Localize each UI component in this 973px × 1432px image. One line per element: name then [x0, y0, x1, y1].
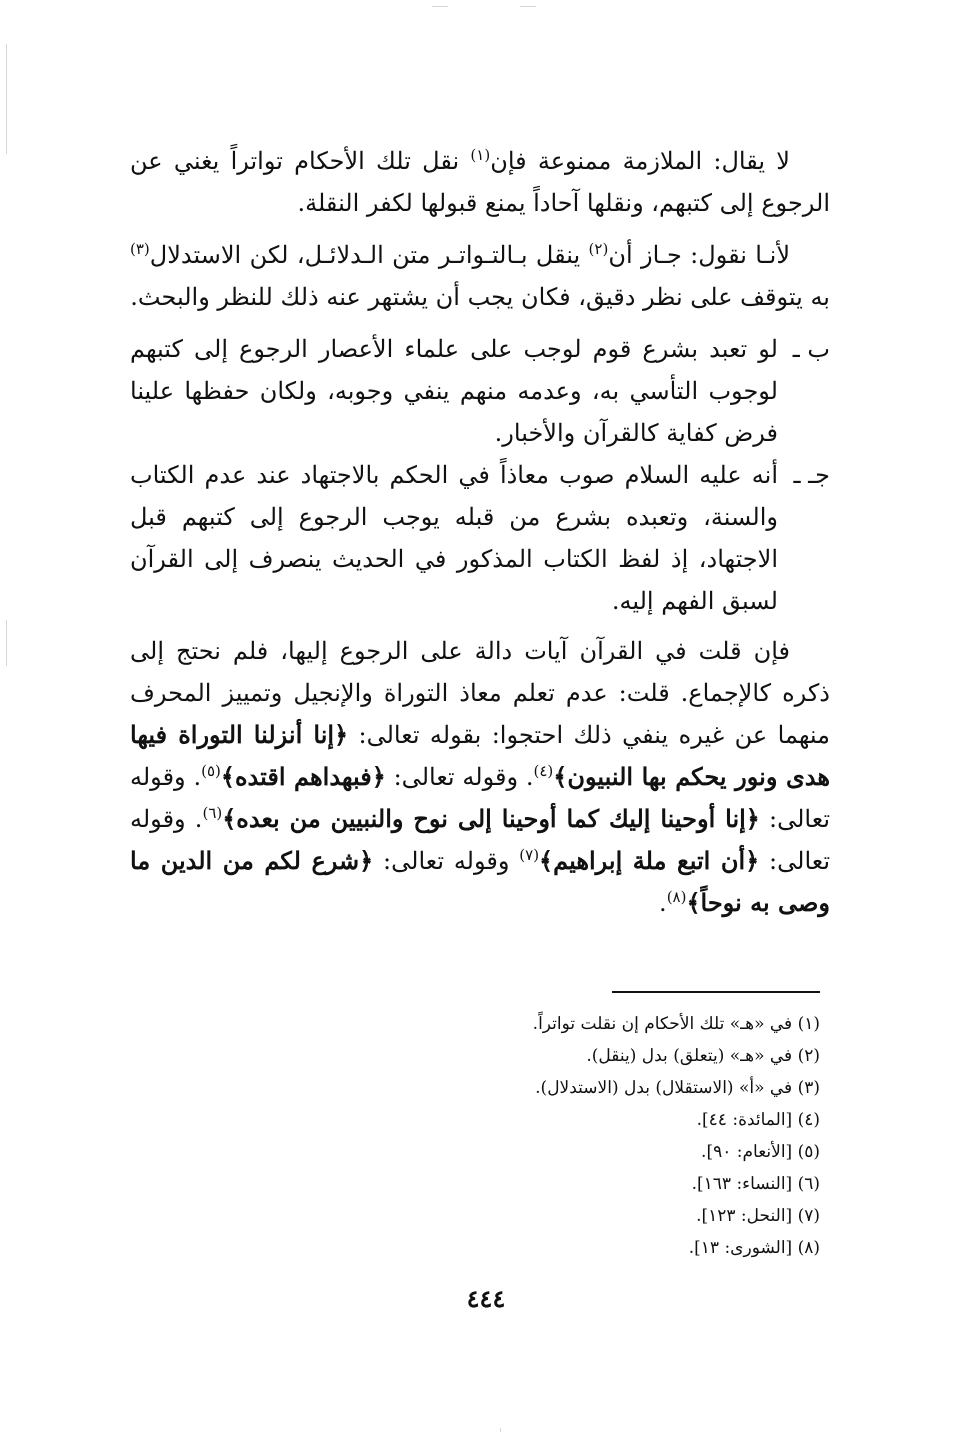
text-span: وقوله تعالى:	[373, 847, 520, 875]
paragraph-question	[130, 630, 830, 924]
footnote-ref: (٨)	[666, 888, 687, 906]
footnote-ref: (٥)	[201, 762, 221, 780]
scan-mark	[6, 620, 7, 666]
footnote-5: (٥) [الأنعام: ٩٠].	[701, 1142, 820, 1162]
quran-verse: ﴿فبهداهم اقتده﴾	[220, 762, 386, 791]
text-span: . وقوله تعالى:	[130, 805, 831, 875]
list-item-b	[130, 328, 830, 454]
text-span: . وقوله تعالى:	[130, 763, 831, 833]
quran-verse: ﴿إنا أنزلنا التوراة فيها هدى ونور يحكم بها النبيون﴾	[130, 720, 830, 791]
text-span: فإن قلت في القرآن آيات دالة على الرجوع إليها، فلم نحتج إلى ذكره كالإجماع. قلت: عدم تعلم معاذ التوراة والإنجيل وتمييز المحرف منهما عن غيره ينفي ذلك احتجوا: بقوله تعالى:	[130, 637, 830, 749]
list-marker: جـ ـ	[793, 461, 830, 489]
footnote-6: (٦) [النساء: ١٦٣].	[691, 1174, 820, 1194]
text-span: . وقوله تعالى:	[385, 763, 534, 791]
text-span: .	[659, 889, 667, 917]
text-span: ينقل بـالتـواتـر متن الـدلائـل، لكن الاستدلال	[149, 241, 589, 269]
list-text: لو تعبد بشرع قوم لوجب على علماء الأعصار الرجوع إلى كتبهم لوجوب التأسي به، وعدمه منهم ينفي وجوبه، ولكان حفظها علينا فرض كفاية كالقرآن والأخبار.	[130, 335, 778, 447]
text-span: به يتوقف على نظر دقيق، فكان يجب أن يشتهر عنه ذلك للنظر والبحث.	[130, 283, 830, 311]
text-span: لا يقال: الملازمة ممنوعة فإن	[490, 147, 790, 175]
footnote-2: (٢) في «هـ» (يتعلق) بدل (ينقل).	[586, 1046, 820, 1066]
footnote-1: (١) في «هـ» تلك الأحكام إن نقلت تواتراً.	[532, 1014, 820, 1034]
footnote-ref: (٦)	[202, 804, 223, 822]
footnote-ref: (٤)	[533, 762, 554, 780]
scan-mark	[500, 1428, 501, 1432]
scan-mark	[6, 44, 7, 154]
text-span: لأنـا نقول: جـاز أن	[608, 241, 791, 269]
page-number: ٤٤٤	[466, 1284, 506, 1313]
footnote-4: (٤) [المائدة: ٤٤].	[696, 1110, 820, 1130]
quran-verse: ﴿أن اتبع ملة إبراهيم﴾	[539, 846, 760, 875]
list-item-j	[130, 454, 830, 622]
footnote-ref: (٢)	[588, 240, 609, 258]
paragraph-reply	[130, 234, 830, 318]
footnote-ref: (٣)	[130, 240, 150, 258]
scan-mark	[432, 6, 448, 7]
footnote-8: (٨) [الشورى: ١٣].	[688, 1238, 820, 1258]
footnote-ref: (٧)	[519, 846, 540, 864]
footnotes	[380, 1008, 820, 1264]
list-text: أنه عليه السلام صوب معاذاً في الحكم بالاجتهاد عند عدم الكتاب والسنة، وتعبده بشرع من قبله يوجب الرجوع إلى كتبهم قبل الاجتهاد، إذ لفظ الكتاب المذكور في الحديث ينصرف إلى القرآن لسبق الفهم إليه.	[130, 461, 778, 615]
quran-verse: ﴿إنا أوحينا إليك كما أوحينا إلى نوح والنبيين من بعده﴾	[222, 804, 760, 833]
text-span: نقل تلك الأحكام تواتراً يغني عن الرجوع إلى كتبهم، ونقلها آحاداً يمنع قبولها لكفر النقلة.	[130, 147, 830, 217]
scan-mark	[520, 6, 536, 7]
footnote-7: (٧) [النحل: ١٢٣].	[696, 1206, 820, 1226]
main-text	[130, 140, 830, 934]
list-marker: ب ـ	[792, 335, 830, 363]
paragraph-objection	[130, 140, 830, 224]
footnote-ref: (١)	[470, 146, 491, 164]
footnote-3: (٣) في «أ» (الاستقلال) بدل (الاستدلال).	[535, 1078, 820, 1098]
quran-verse: ﴿شرع لكم من الدين ما وصى به نوحاً﴾	[130, 846, 830, 917]
footnote-separator	[612, 991, 820, 993]
